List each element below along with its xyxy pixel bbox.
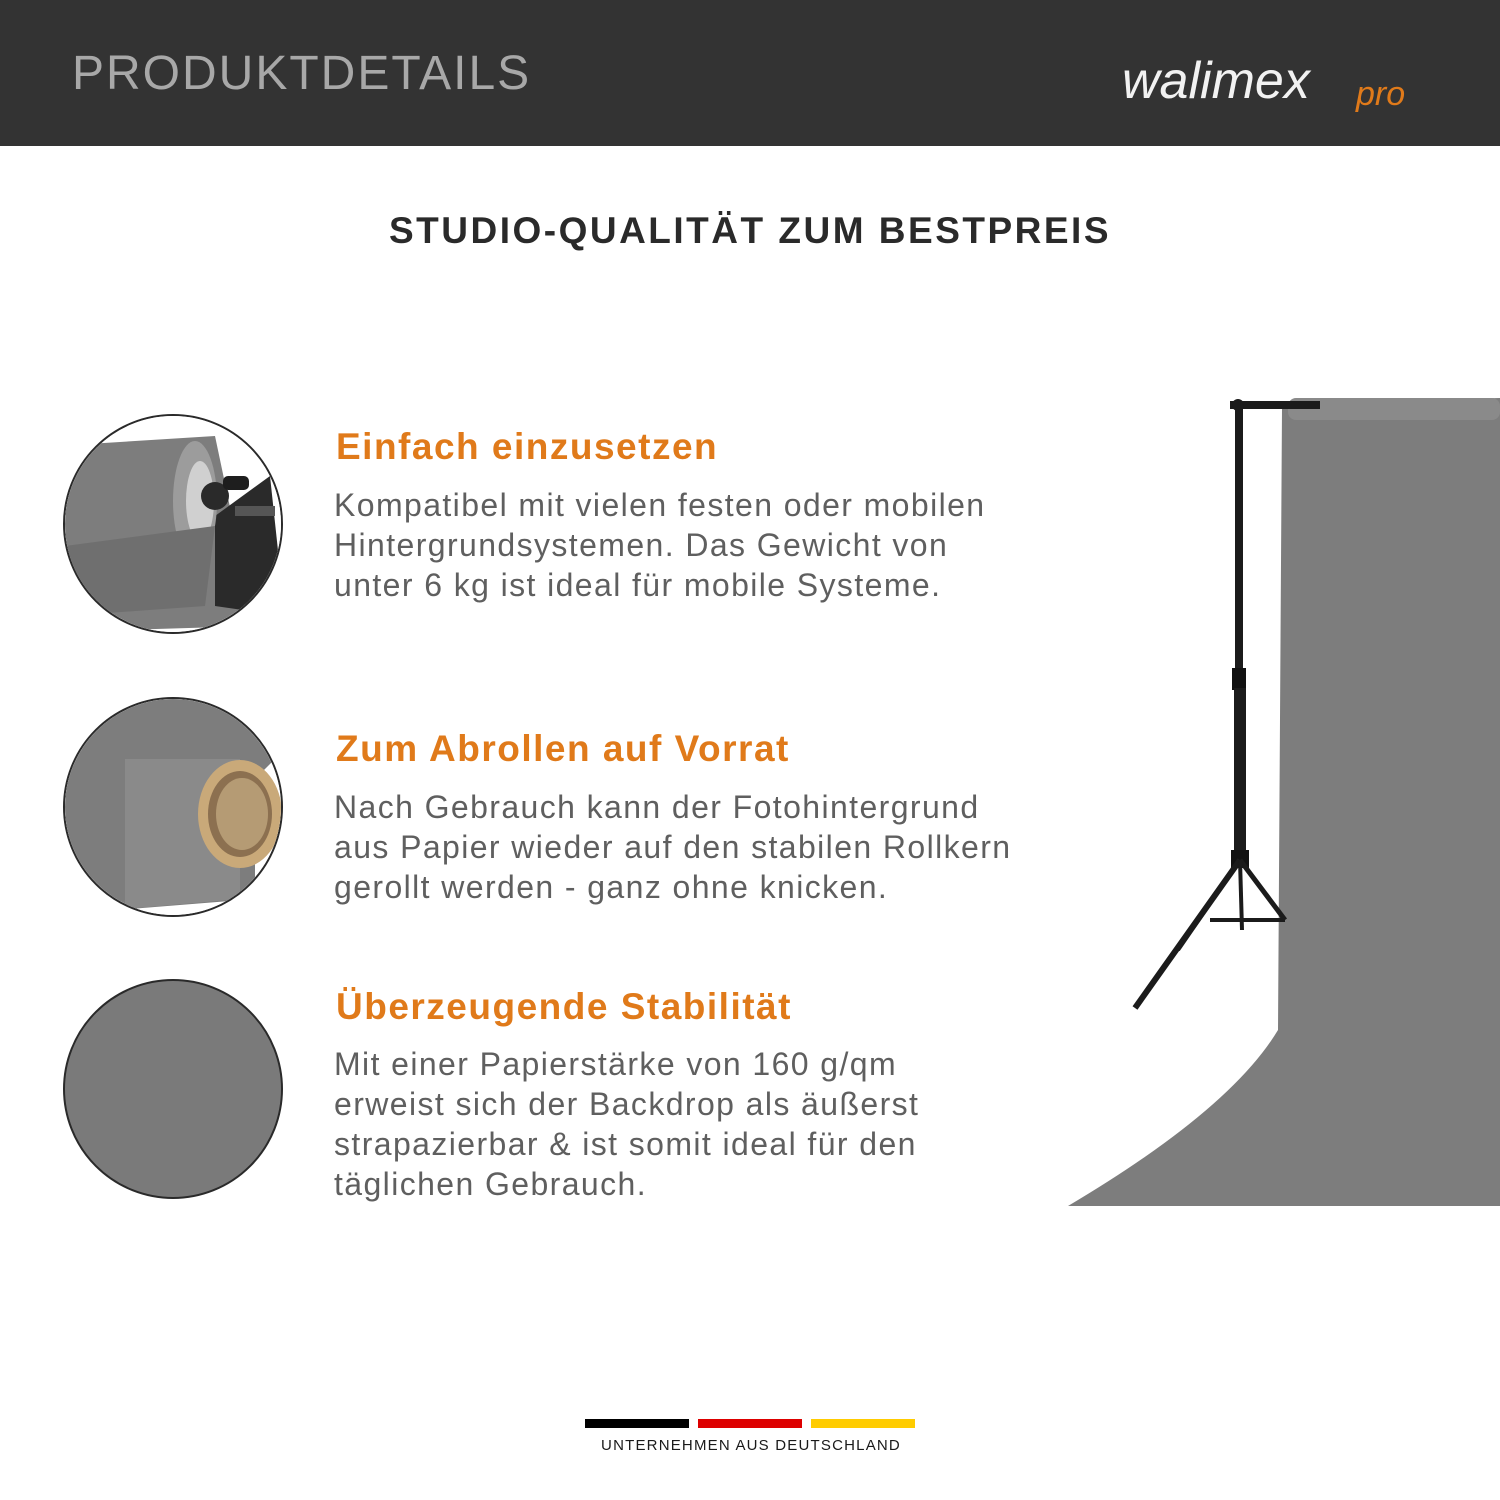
flag-stripe-red [698,1419,802,1428]
headline: STUDIO-QUALITÄT ZUM BESTPREIS [388,210,1112,251]
svg-text:pro: pro [1356,75,1406,113]
header-bar [0,0,1500,146]
page-title: PRODUKTDETAILS [72,47,532,100]
paper-roll-core-icon [63,697,283,917]
feature-title-3: Überzeugende Stabilität [336,986,792,1027]
feature-title-2: Zum Abrollen auf Vorrat [336,728,790,769]
walimex-pro-logo [1118,28,1448,118]
feature-text-3: Mit einer Papierstärke von 160 g/qm erweist sich der Backdrop als äußerst strapazierbar & ist somit ideal für den täglichen Gebrauch. [334,1046,920,1202]
flag-stripe-black [585,1419,689,1428]
feature-title-1: Einfach einzusetzen [336,426,719,467]
footer-tagline: UNTERNEHMEN AUS DEUTSCHLAND [601,1437,901,1454]
feature-text-2: Nach Gebrauch kann der Fotohintergrund aus Papier wieder auf den stabilen Rollkern gerollt werden - ganz ohne knicken. [334,789,1012,905]
feature-text-1: Kompatibel mit vielen festen oder mobilen Hintergrundsystemen. Das Gewicht von unter 6 kg ist ideal für mobile Systeme. [334,487,986,603]
roll-mount-icon [63,414,283,634]
backdrop-stand-illustration [1060,390,1500,1220]
svg-text:walimex: walimex [1122,52,1310,110]
grey-swatch-icon [63,979,283,1199]
flag-stripe-gold [811,1419,915,1428]
